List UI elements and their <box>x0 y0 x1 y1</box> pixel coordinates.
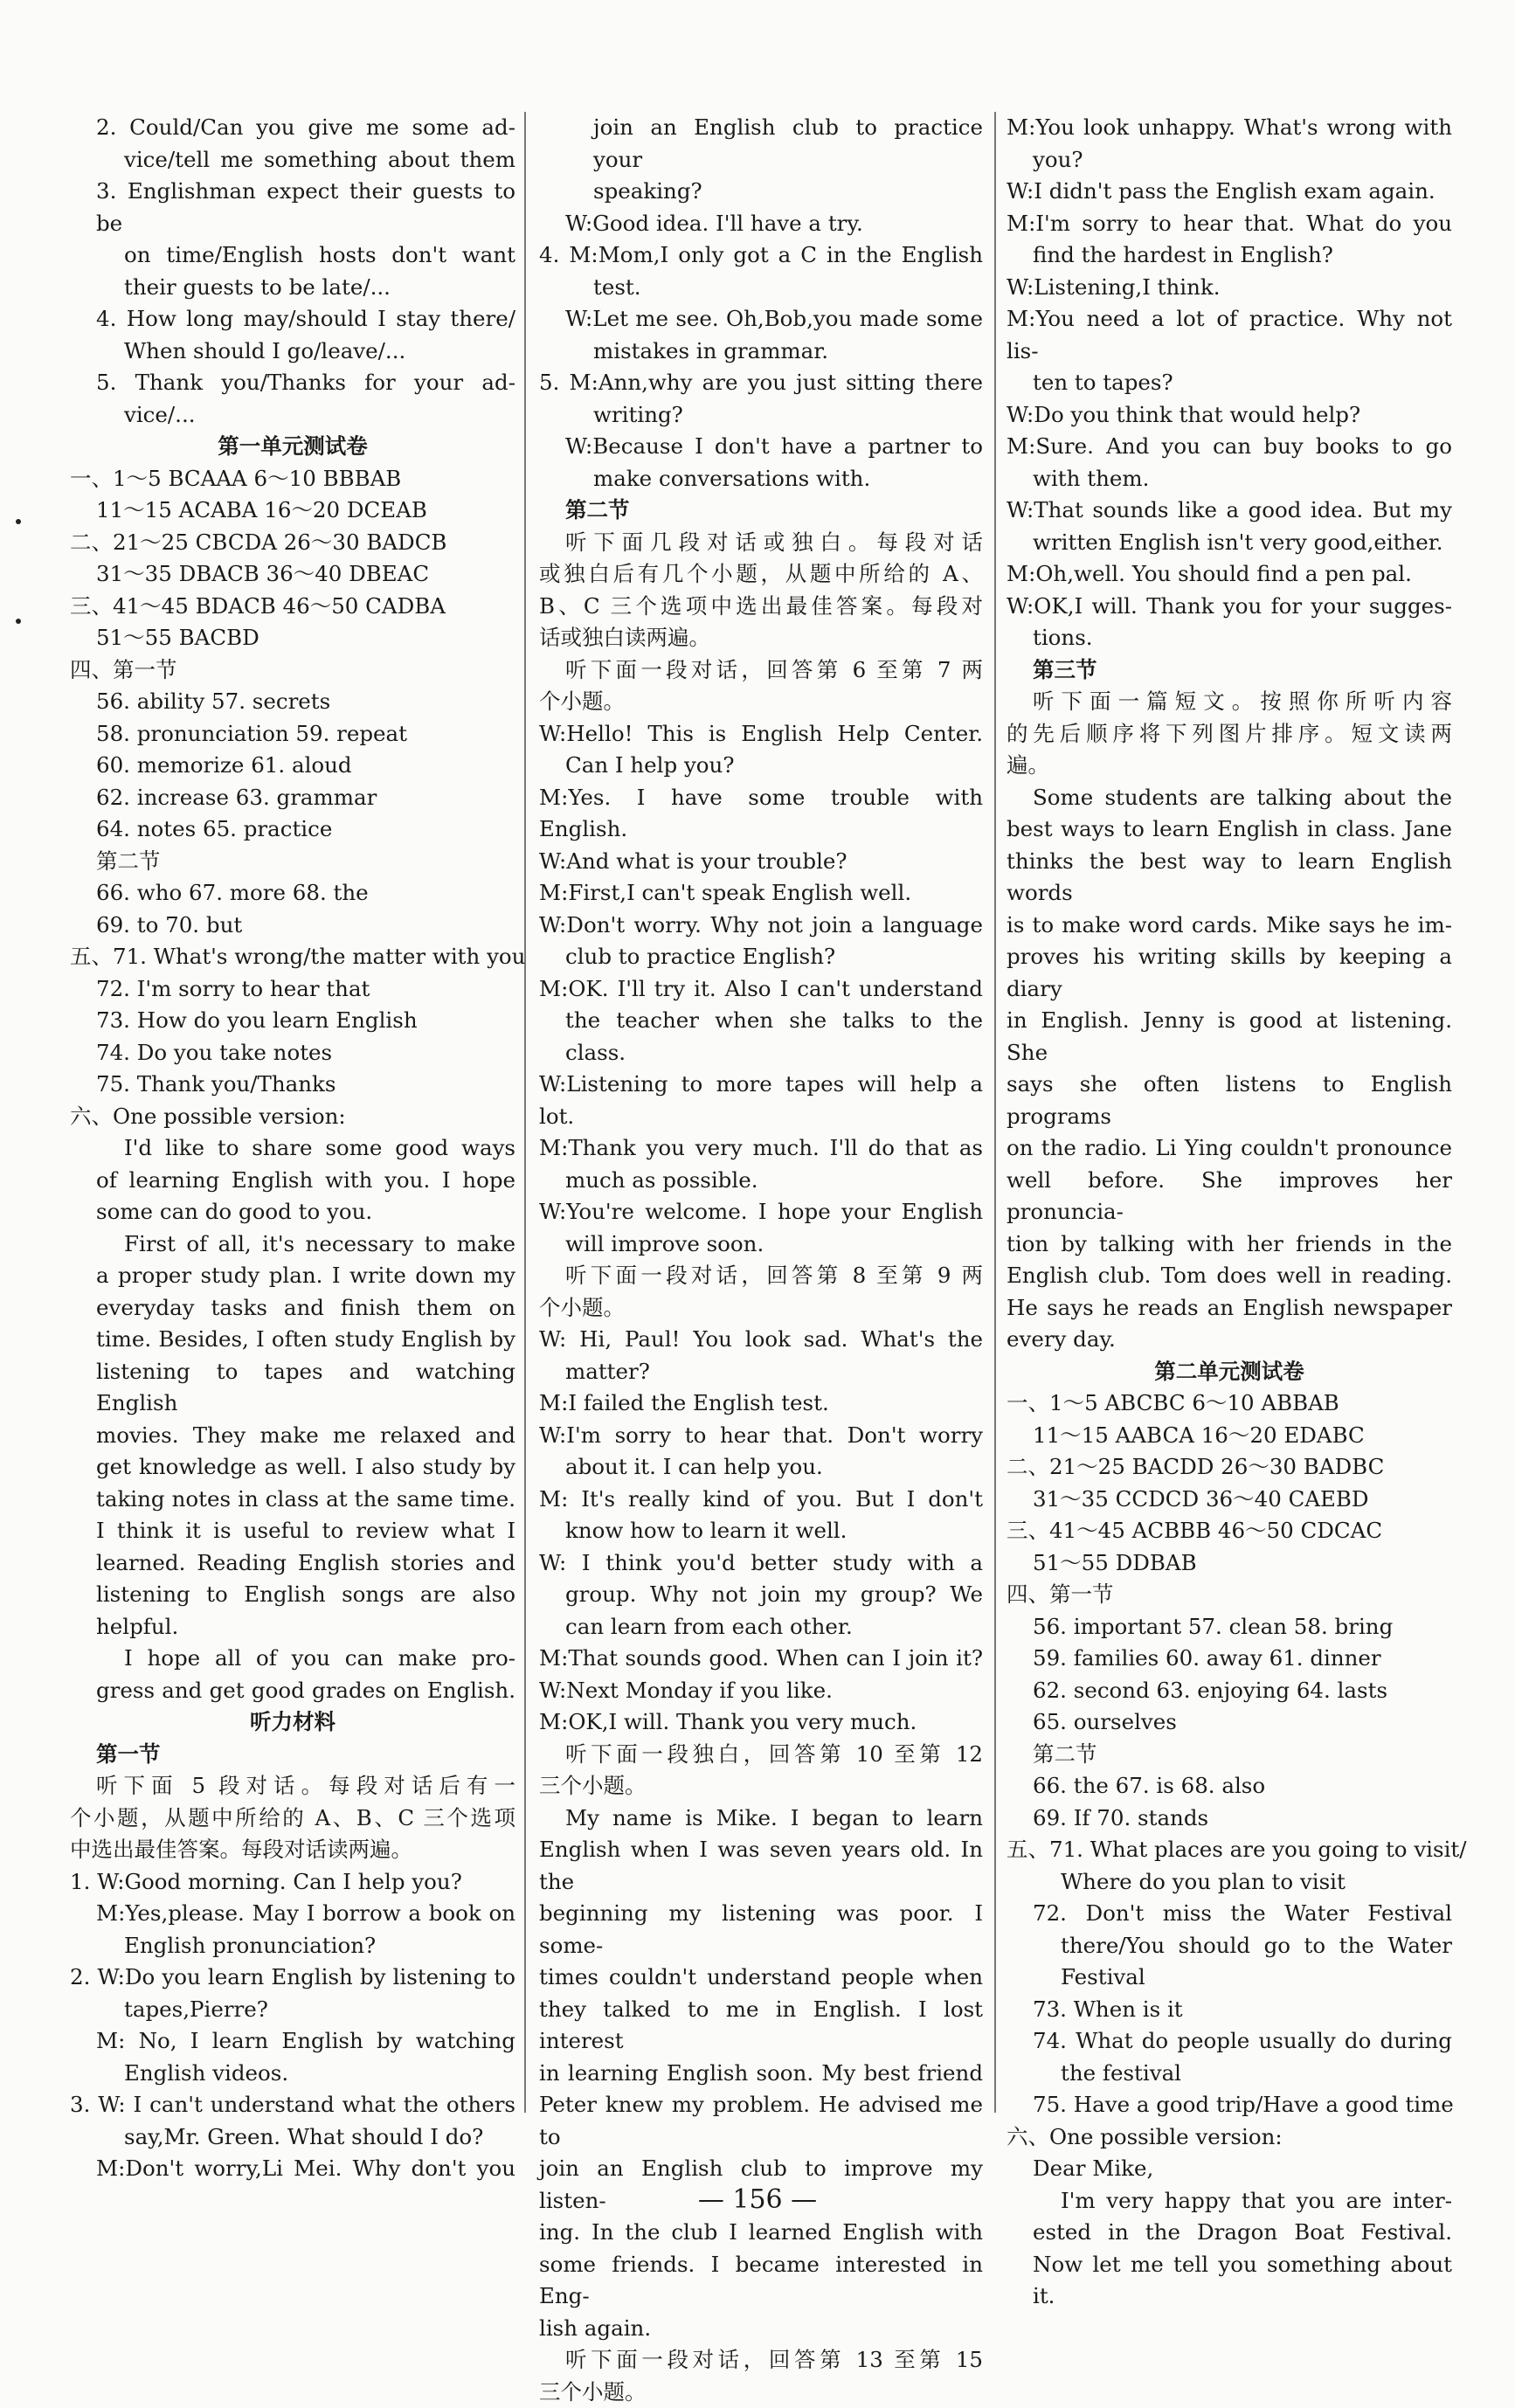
text-line: 听下面一段对话，回答第 8 至第 9 两 <box>539 1260 983 1292</box>
text-line: thinks the best way to learn English words <box>1007 846 1452 910</box>
text-line: W:Good idea. I'll have a try. <box>539 208 983 240</box>
text-line: 第三节 <box>1007 654 1452 687</box>
text-line: times couldn't understand people when <box>539 1962 983 1994</box>
text-line: M: It's really kind of you. But I don't <box>539 1484 983 1516</box>
text-line: Peter knew my problem. He advised me to <box>539 2089 983 2153</box>
text-line: 60. memorize 61. aloud <box>70 750 515 782</box>
text-line: W:Hello! This is English Help Center. <box>539 718 983 751</box>
text-line: 72. I'm sorry to hear that <box>70 973 515 1006</box>
text-line: 69. to 70. but <box>70 910 515 942</box>
text-line: the teacher when she talks to the <box>539 1005 983 1037</box>
text-line: vice/tell me something about them <box>70 144 515 176</box>
text-line: tion by talking with her friends in the <box>1007 1228 1452 1261</box>
text-line: 听下面一段独白，回答第 10 至第 12 <box>539 1739 983 1771</box>
text-line: M:OK. I'll try it. Also I can't understand <box>539 973 983 1006</box>
text-line: writing? <box>539 399 983 432</box>
text-line: best ways to learn English in class. Jane <box>1007 813 1452 846</box>
text-line: their guests to be late/... <box>70 272 515 304</box>
text-line: Can I help you? <box>539 750 983 782</box>
text-line: I think it is useful to review what I <box>70 1515 515 1547</box>
text-line: 73. When is it <box>1007 1994 1452 2026</box>
text-line: 听下面一篇短文。按照你所听内容 <box>1007 686 1452 718</box>
text-line: 的先后顺序将下列图片排序。短文读两 <box>1007 718 1452 751</box>
text-line: 六、One possible version: <box>1007 2121 1452 2154</box>
text-line: M:You look unhappy. What's wrong with <box>1007 112 1452 144</box>
text-line: 62. second 63. enjoying 64. lasts <box>1007 1675 1452 1707</box>
text-line: 51～55 DDBAB <box>1007 1547 1452 1580</box>
text-line: 56. important 57. clean 58. bring <box>1007 1611 1452 1643</box>
text-line: 4. M:Mom,I only got a C in the English <box>539 239 983 272</box>
text-line: beginning my listening was poor. I some- <box>539 1898 983 1962</box>
text-line: 31～35 DBACB 36～40 DBEAC <box>70 558 515 591</box>
text-line: W:Because I don't have a partner to <box>539 431 983 463</box>
text-line: it. <box>1007 2280 1452 2313</box>
text-line: 72. Don't miss the Water Festival <box>1007 1898 1452 1930</box>
text-line: 62. increase 63. grammar <box>70 782 515 814</box>
text-line: 11～15 AABCA 16～20 EDABC <box>1007 1420 1452 1452</box>
text-line: 75. Thank you/Thanks <box>70 1069 515 1101</box>
text-line: 遍。 <box>1007 750 1452 782</box>
text-line: 三个小题。 <box>539 2377 983 2408</box>
text-line: W:Let me see. Oh,Bob,you made some <box>539 303 983 336</box>
text-line: Where do you plan to visit <box>1007 1866 1452 1899</box>
text-line: taking notes in class at the same time. <box>70 1484 515 1516</box>
text-line: can learn from each other. <box>539 1611 983 1643</box>
text-line: 75. Have a good trip/Have a good time <box>1007 2089 1452 2121</box>
text-line: 5. Thank you/Thanks for your ad- <box>70 367 515 399</box>
text-line: lish again. <box>539 2313 983 2345</box>
text-line: English pronunciation? <box>70 1930 515 1962</box>
text-line: I'm very happy that you are inter- <box>1007 2185 1452 2218</box>
text-line: 个小题，从题中所给的 A、B、C 三个选项 <box>70 1803 515 1835</box>
text-line: some can do good to you. <box>70 1196 515 1228</box>
column-divider-2 <box>994 112 996 2113</box>
text-line: 二、21～25 BACDD 26～30 BADBC <box>1007 1451 1452 1484</box>
text-line: ing. In the club I learned English with <box>539 2217 983 2249</box>
text-line: join an English club to improve my listen- <box>539 2153 983 2217</box>
text-line: M:Yes,please. May I borrow a book on <box>70 1898 515 1930</box>
text-line: 听下面 5 段对话。每段对话后有一 <box>70 1770 515 1803</box>
text-line: of learning English with you. I hope <box>70 1165 515 1197</box>
text-line: M:Sure. And you can buy books to go <box>1007 431 1452 463</box>
text-line: listening to English songs are also <box>70 1579 515 1611</box>
text-line: in learning English soon. My best friend <box>539 2058 983 2090</box>
text-line: English videos. <box>70 2058 515 2090</box>
text-line: 三、41～45 BDACB 46～50 CADBA <box>70 591 515 623</box>
text-line: When should I go/leave/... <box>70 336 515 368</box>
text-line: about it. I can help you. <box>539 1451 983 1484</box>
text-line: well before. She improves her pronuncia- <box>1007 1165 1452 1228</box>
text-line: 第一单元测试卷 <box>70 431 515 463</box>
text-line: says she often listens to English programs <box>1007 1069 1452 1132</box>
text-line: the festival <box>1007 2058 1452 2090</box>
text-line: 59. families 60. away 61. dinner <box>1007 1643 1452 1675</box>
text-line: 三个小题。 <box>539 1770 983 1803</box>
text-line: find the hardest in English? <box>1007 239 1452 272</box>
text-line: B、C 三个选项中选出最佳答案。每段对 <box>539 591 983 623</box>
text-line: W: I think you'd better study with a <box>539 1547 983 1580</box>
text-line: 74. What do people usually do during <box>1007 2025 1452 2058</box>
text-line: matter? <box>539 1356 983 1388</box>
text-line: 五、71. What places are you going to visit/ <box>1007 1834 1452 1866</box>
text-line: ested in the Dragon Boat Festival. <box>1007 2217 1452 2249</box>
text-line: they talked to me in English. I lost interest <box>539 1994 983 2058</box>
text-line: I'd like to share some good ways <box>70 1132 515 1165</box>
column-left <box>70 112 515 2185</box>
text-line: 个小题。 <box>539 686 983 718</box>
text-line: W:Do you think that would help? <box>1007 399 1452 432</box>
text-line: 3. Englishman expect their guests to be <box>70 176 515 239</box>
text-line: know how to learn it well. <box>539 1515 983 1547</box>
text-line: W:You're welcome. I hope your English <box>539 1196 983 1228</box>
text-line: a proper study plan. I write down my <box>70 1260 515 1292</box>
text-line: you? <box>1007 144 1452 176</box>
text-line: M:You need a lot of practice. Why not lis- <box>1007 303 1452 367</box>
text-line: join an English club to practice your <box>539 112 983 176</box>
column-middle <box>539 112 983 2408</box>
text-line: English club. Tom does well in reading. <box>1007 1260 1452 1292</box>
text-line: 2. W:Do you learn English by listening to <box>70 1962 515 1994</box>
text-line: 第二节 <box>1007 1739 1452 1771</box>
text-line: say,Mr. Green. What should I do? <box>70 2121 515 2154</box>
text-line: 66. the 67. is 68. also <box>1007 1770 1452 1803</box>
text-line: 第二节 <box>70 846 515 878</box>
text-line: 11～15 ACABA 16～20 DCEAB <box>70 495 515 527</box>
text-line: M:That sounds good. When can I join it? <box>539 1643 983 1675</box>
text-line: W:And what is your trouble? <box>539 846 983 878</box>
text-line: tions. <box>1007 622 1452 654</box>
text-line: M:I failed the English test. <box>539 1387 983 1420</box>
text-line: 听力材料 <box>70 1706 515 1739</box>
text-line: 56. ability 57. secrets <box>70 686 515 718</box>
text-line: M:Don't worry,Li Mei. Why don't you <box>70 2153 515 2185</box>
text-line: Dear Mike, <box>1007 2153 1452 2185</box>
text-line: 73. How do you learn English <box>70 1005 515 1037</box>
text-line: 1. W:Good morning. Can I help you? <box>70 1866 515 1899</box>
text-line: I hope all of you can make pro- <box>70 1643 515 1675</box>
text-line: tapes,Pierre? <box>70 1994 515 2026</box>
text-line: M: No, I learn English by watching <box>70 2025 515 2058</box>
text-line: Some students are talking about the <box>1007 782 1452 814</box>
text-line: written English isn't very good,either. <box>1007 527 1452 559</box>
text-line: M:Thank you very much. I'll do that as <box>539 1132 983 1165</box>
text-line: First of all, it's necessary to make <box>70 1228 515 1261</box>
text-line: on time/English hosts don't want <box>70 239 515 272</box>
text-line: 2. Could/Can you give me some ad- <box>70 112 515 144</box>
text-line: 第一节 <box>70 1739 515 1771</box>
text-line: every day. <box>1007 1324 1452 1356</box>
text-line: W:I didn't pass the English exam again. <box>1007 176 1452 208</box>
column-right <box>1007 112 1452 2313</box>
text-line: W:I'm sorry to hear that. Don't worry <box>539 1420 983 1452</box>
text-line: 65. ourselves <box>1007 1706 1452 1739</box>
margin-mark <box>16 619 21 624</box>
text-line: 74. Do you take notes <box>70 1037 515 1069</box>
text-line: W:OK,I will. Thank you for your sugges- <box>1007 591 1452 623</box>
text-line: get knowledge as well. I also study by <box>70 1451 515 1484</box>
text-line: gress and get good grades on English. <box>70 1675 515 1707</box>
text-line: group. Why not join my group? We <box>539 1579 983 1611</box>
margin-mark <box>16 519 21 524</box>
text-line: He says he reads an English newspaper <box>1007 1292 1452 1325</box>
text-line: 听下面一段对话，回答第 6 至第 7 两 <box>539 654 983 687</box>
text-line: 58. pronunciation 59. repeat <box>70 718 515 751</box>
text-line: much as possible. <box>539 1165 983 1197</box>
text-line: M:OK,I will. Thank you very much. <box>539 1706 983 1739</box>
text-line: Now let me tell you something about <box>1007 2249 1452 2281</box>
text-line: 一、1～5 BCAAA 6～10 BBBAB <box>70 463 515 495</box>
text-line: W:That sounds like a good idea. But my <box>1007 495 1452 527</box>
text-line: there/You should go to the Water <box>1007 1930 1452 1962</box>
text-line: 4. How long may/should I stay there/ <box>70 303 515 336</box>
text-line: mistakes in grammar. <box>539 336 983 368</box>
text-line: 66. who 67. more 68. the <box>70 877 515 910</box>
text-line: My name is Mike. I began to learn <box>539 1803 983 1835</box>
text-line: club to practice English? <box>539 941 983 973</box>
text-line: listening to tapes and watching English <box>70 1356 515 1420</box>
text-line: 第二单元测试卷 <box>1007 1356 1452 1388</box>
text-line: M:First,I can't speak English well. <box>539 877 983 910</box>
text-line: M:Oh,well. You should find a pen pal. <box>1007 558 1452 591</box>
text-line: speaking? <box>539 176 983 208</box>
text-line: everyday tasks and finish them on <box>70 1292 515 1325</box>
text-line: 四、第一节 <box>70 654 515 687</box>
text-line: 5. M:Ann,why are you just sitting there <box>539 367 983 399</box>
text-line: learned. Reading English stories and <box>70 1547 515 1580</box>
text-line: some friends. I became interested in Eng- <box>539 2249 983 2313</box>
text-line: time. Besides, I often study English by <box>70 1324 515 1356</box>
text-line: 3. W: I can't understand what the others <box>70 2089 515 2121</box>
text-line: helpful. <box>70 1611 515 1643</box>
text-line: in English. Jenny is good at listening. She <box>1007 1005 1452 1069</box>
text-line: will improve soon. <box>539 1228 983 1261</box>
text-line: W: Hi, Paul! You look sad. What's the <box>539 1324 983 1356</box>
text-line: M:Yes. I have some trouble with English. <box>539 782 983 846</box>
text-line: 第二节 <box>539 495 983 527</box>
text-line: 个小题。 <box>539 1292 983 1325</box>
text-line: 五、71. What's wrong/the matter with you <box>70 941 515 973</box>
text-line: 听下面一段对话，回答第 13 至第 15 <box>539 2344 983 2377</box>
text-line: movies. They make me relaxed and <box>70 1420 515 1452</box>
text-line: 一、1～5 ABCBC 6～10 ABBAB <box>1007 1387 1452 1420</box>
text-line: 三、41～45 ACBBB 46～50 CDCAC <box>1007 1515 1452 1547</box>
text-line: W:Listening to more tapes will help a lot. <box>539 1069 983 1132</box>
text-line: W:Listening,I think. <box>1007 272 1452 304</box>
text-line: make conversations with. <box>539 463 983 495</box>
text-line: 中选出最佳答案。每段对话读两遍。 <box>70 1834 515 1866</box>
text-line: 六、One possible version: <box>70 1101 515 1133</box>
text-line: W:Next Monday if you like. <box>539 1675 983 1707</box>
text-line: class. <box>539 1037 983 1069</box>
page-number: — 156 — <box>0 2184 1515 2215</box>
text-line: 听下面几段对话或独白。每段对话 <box>539 527 983 559</box>
text-line: vice/... <box>70 399 515 432</box>
text-line: 31～35 CCDCD 36～40 CAEBD <box>1007 1484 1452 1516</box>
text-line: is to make word cards. Mike says he im- <box>1007 910 1452 942</box>
text-line: ten to tapes? <box>1007 367 1452 399</box>
text-line: 二、21～25 CBCDA 26～30 BADCB <box>70 527 515 559</box>
text-line: 69. If 70. stands <box>1007 1803 1452 1835</box>
text-line: test. <box>539 272 983 304</box>
text-line: 51～55 BACBD <box>70 622 515 654</box>
text-line: Festival <box>1007 1962 1452 1994</box>
text-line: 四、第一节 <box>1007 1579 1452 1611</box>
text-line: with them. <box>1007 463 1452 495</box>
text-line: proves his writing skills by keeping a diary <box>1007 941 1452 1005</box>
text-line: M:I'm sorry to hear that. What do you <box>1007 208 1452 240</box>
text-line: 或独白后有几个小题，从题中所给的 A、 <box>539 558 983 591</box>
column-divider-1 <box>524 112 526 2113</box>
text-line: 64. notes 65. practice <box>70 813 515 846</box>
text-line: English when I was seven years old. In the <box>539 1834 983 1898</box>
text-line: W:Don't worry. Why not join a language <box>539 910 983 942</box>
text-line: 话或独白读两遍。 <box>539 622 983 654</box>
text-line: on the radio. Li Ying couldn't pronounce <box>1007 1132 1452 1165</box>
